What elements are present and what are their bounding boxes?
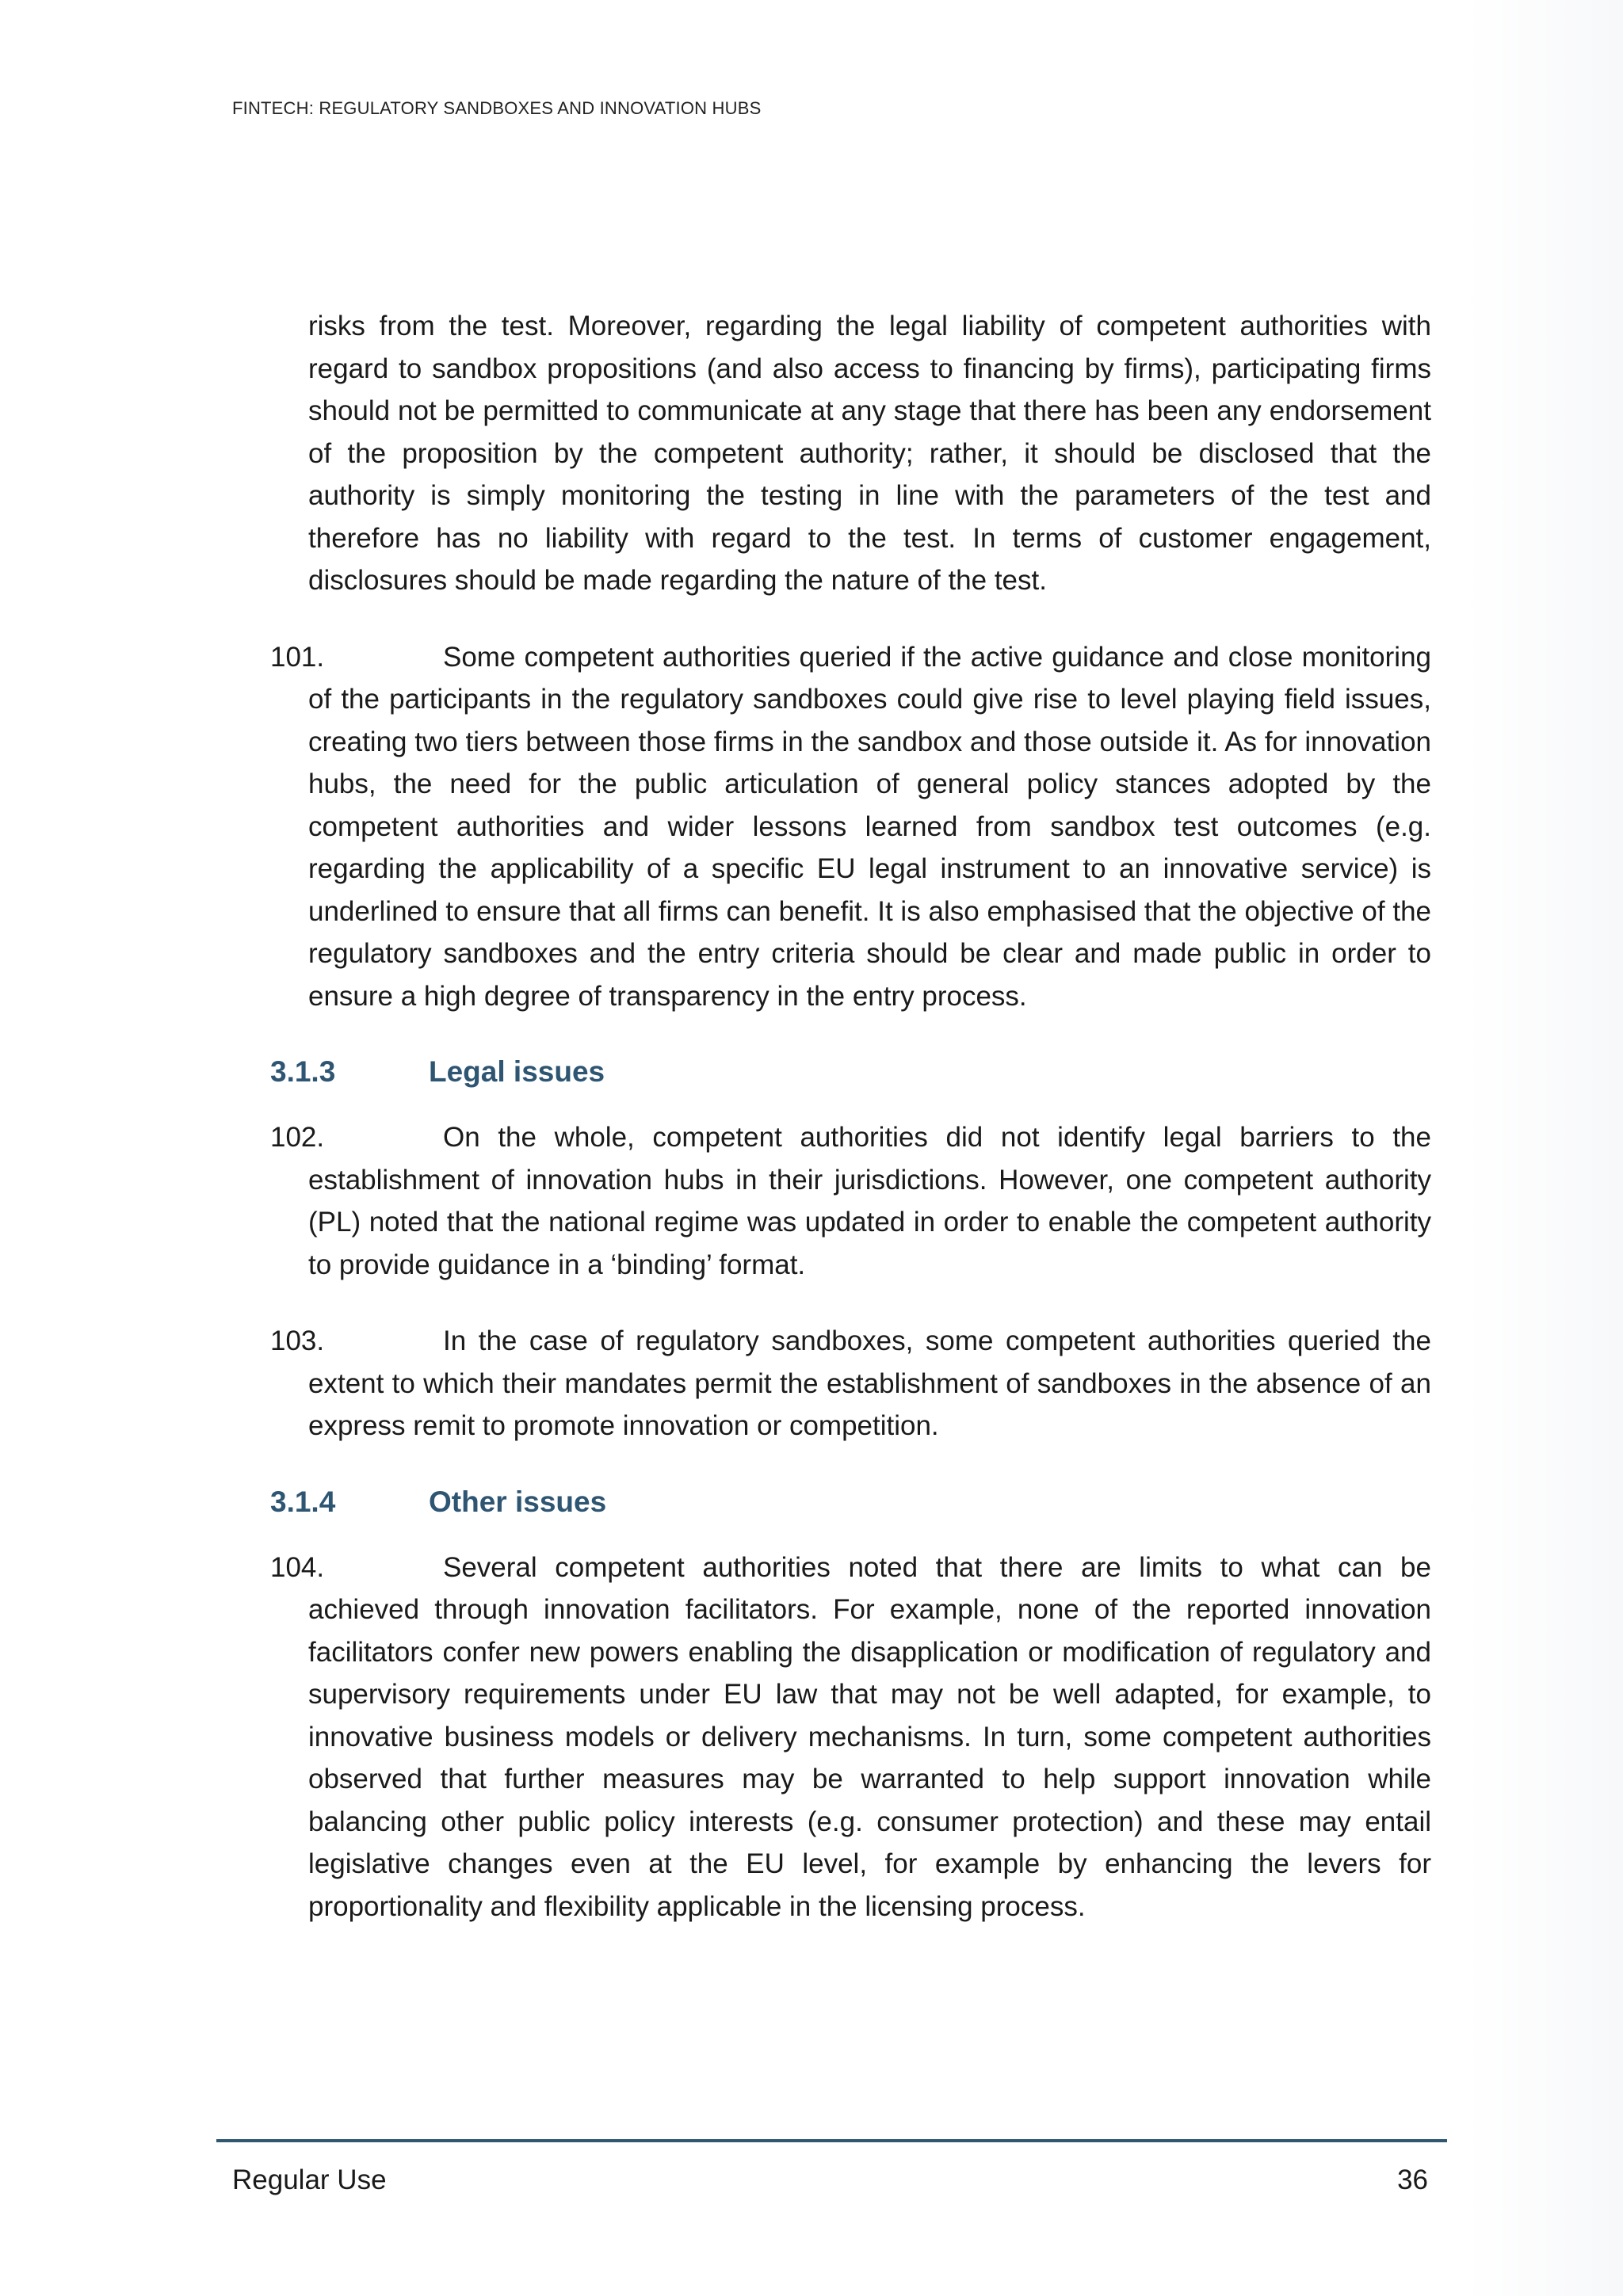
paragraph-number: 103. [270,1325,325,1356]
running-header: FINTECH: REGULATORY SANDBOXES AND INNOVATION HUBS [232,98,762,118]
page-edge-shading [1465,0,1623,2296]
paragraph-number: 102. [270,1122,325,1153]
section-title: Other issues [429,1485,607,1518]
section-number: 3.1.3 [270,1055,336,1088]
paragraph-104 [270,1547,1431,1928]
page-number: 36 [1397,2164,1428,2195]
paragraph-text: On the whole, competent authorities did not identify legal barriers to the establishment of innovation hubs in their jurisdictions. However, one competent authority (PL) noted that the national regime was updated in order to enable the competent authority to provide guidance in a ‘binding’ format. [308,1122,1431,1280]
paragraph-text: Some competent authorities queried if the active guidance and close monitoring of the participants in the regulatory sandboxes could give rise to level playing field issues, creating two tiers between those firms in the sandbox and those outside it. As for innovation hubs, the need for the public articulation of general policy stances adopted by the competent authorities and wider lessons learned from sandbox test outcomes (e.g. regarding the applicability of a specific EU legal instrument to an innovative service) is underlined to ensure that all firms can benefit. It is also emphasised that the objective of the regulatory sandboxes and the entry criteria should be clear and made public in order to ensure a high degree of transparency in the entry process. [308,641,1431,1012]
paragraph-103 [270,1320,1431,1447]
section-number: 3.1.4 [270,1485,336,1518]
section-title: Legal issues [429,1055,605,1088]
section-heading-3-1-4 [270,1481,1431,1524]
paragraph-101 [270,636,1431,1018]
paragraph-text: Several competent authorities noted that there are limits to what can be achieved through innovation facilitators. For example, none of the reported innovation facilitators confer new powers enabling the disapplication or modification of regulatory and supervisory requirements under EU law that may not be well adapted, for example, to innovative business models or delivery mechanisms. In turn, some competent authorities observed that further measures may be warranted to help support innovation while balancing other public policy interests (e.g. consumer protection) and these may entail legislative changes even at the EU level, for example by enhancing the levers for proportionality and flexibility applicable in the licensing process. [308,1551,1431,1922]
paragraph-102 [270,1116,1431,1286]
paragraph-number: 101. [270,641,325,673]
paragraph-number: 104. [270,1551,325,1583]
footer-classification: Regular Use [232,2164,387,2195]
continuation-paragraph: risks from the test. Moreover, regarding the legal liability of competent authorities with regard to sandbox propositions (and also access to financing by firms), participating firms should not be permitted to communicate at any stage that there has been any endorsement of the proposition by the competent authority; rather, it should be disclosed that the authority is simply monitoring the testing in line with the parameters of the test and therefore has no liability with regard to the test. In terms of customer engagement, disclosures should be made regarding the nature of the test. [308,311,1431,596]
paragraph-text: In the case of regulatory sandboxes, some competent authorities queried the extent to which their mandates permit the establishment of sandboxes in the absence of an express remit to promote innovation or competition. [308,1325,1431,1441]
document-body [270,305,1431,1928]
section-heading-3-1-3 [270,1051,1431,1093]
footer-divider [216,2139,1447,2142]
